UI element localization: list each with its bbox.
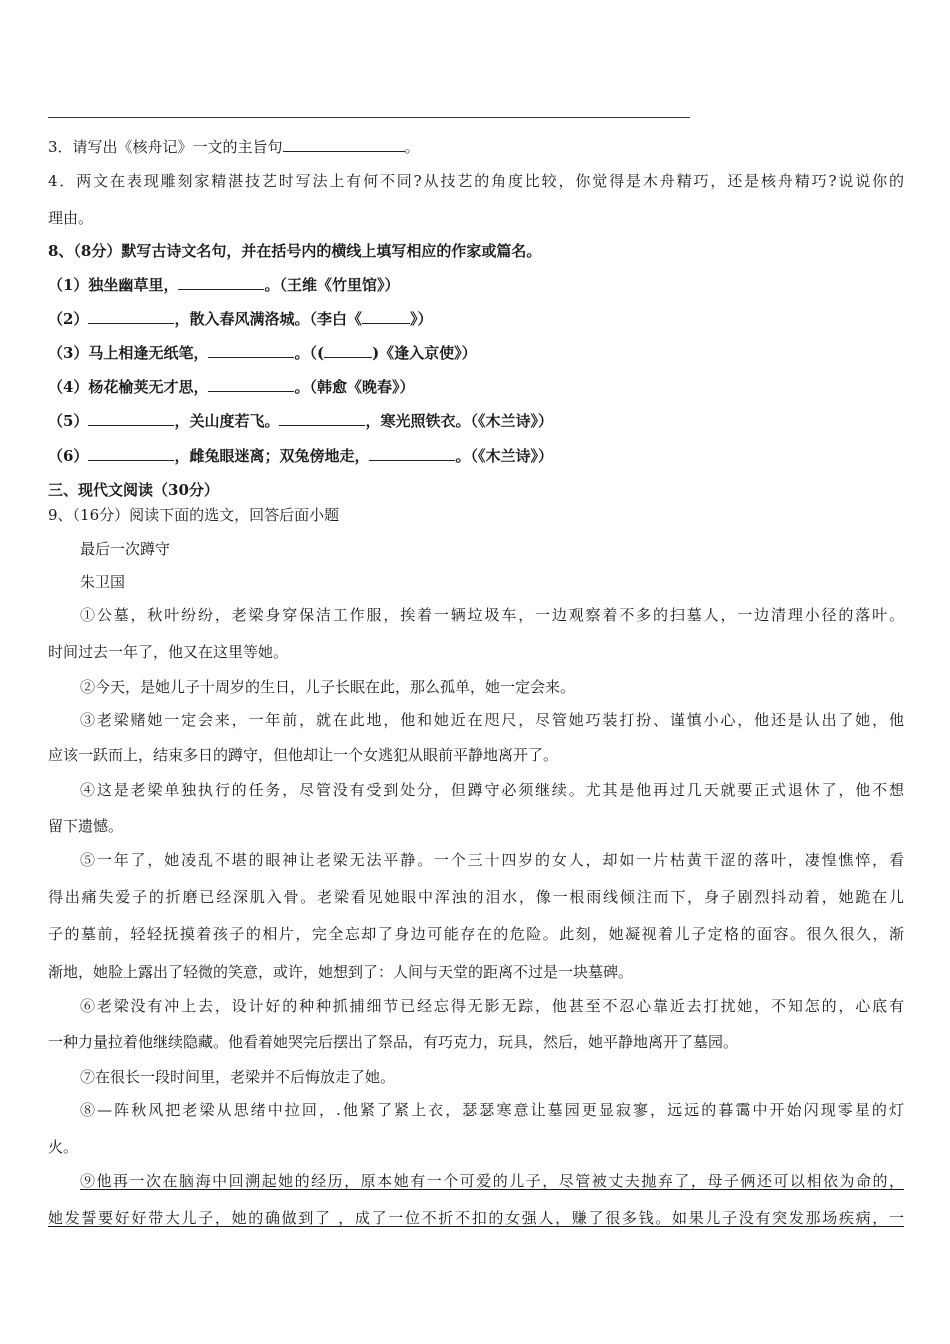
question-9-intro: 9、（16分）阅读下面的选文，回答后面小题 [48,506,340,524]
article-title: 最后一次蹲守 [80,540,171,558]
paragraph-5-line: 得出痛失爱子的折磨已经深肌入骨。老梁看见她眼中浑浊的泪水，像一根雨线倾注而下，身子剧烈抖动着，她跪在儿 [48,888,904,906]
paragraph-6-line: 一种力量拉着他继续隐藏。他看着她哭完后摆出了祭品，有巧克力，玩具，然后，她平静地离开了墓园。 [48,1033,739,1051]
paragraph-4-line: 留下遗憾。 [48,817,124,835]
paragraph-1-line: ①公墓，秋叶纷纷，老梁身穿保洁工作服，挨着一辆垃圾车，一边观察着不多的扫墓人，一边清理小径的落叶。 [80,606,904,624]
paragraph-7-line: ⑦在很长一段时间里，老梁并不后悔放走了她。 [80,1068,396,1086]
paragraph-4-line: ④这是老梁单独执行的任务，尽管没有受到处分，但蹲守必须继续。尤其是他再过几天就要正式退休了，他不想 [80,781,904,799]
author-blank [362,309,410,324]
paragraph-5-line: 子的墓前，轻轻抚摸着孩子的相片，完全忘却了身边可能存在的危险。此刻，她凝视着儿子定格的面容。很久很久，渐 [48,925,904,943]
paragraph-8-line: ⑧—阵秋风把老梁从思绪中拉回，.他紧了紧上衣，瑟瑟寒意让墓园更显寂寥，远远的暮霭中开始闪现零星的灯 [80,1101,904,1119]
poem-item-6: （6） ，雌兔眼迷离；双兔傍地走， 。（《木兰诗》） [48,447,553,465]
section-title: 三、现代文阅读（30分） [48,481,219,499]
author-blank [324,343,372,358]
poem-item-4: （4）杨花榆荚无才思， 。（韩愈《晚春》） [48,378,415,396]
article-author: 朱卫国 [80,573,126,591]
paragraph-5-line: ⑤一年了，她凌乱不堪的眼神让老梁无法平静。一个三十四岁的女人，却如一片枯黄干涩的落叶，凄惶憔悴，看 [80,851,904,869]
answer-blank [279,411,365,426]
question-4-line: 4．两文在表现雕刻家精湛技艺时写法上有何不同?从技艺的角度比较，你觉得是木舟精巧，还是核舟精巧?说说你的 [48,172,904,190]
paragraph-3-line: 应该一跃而上，结束多日的蹲守，但他却让一个女逃犯从眼前平静地离开了。 [48,746,559,764]
question-3: 3．请写出《核舟记》一文的主旨句 。 [48,138,420,156]
poem-item-3: （3）马上相逢无纸笔， 。（( )《逢入京使》） [48,344,477,362]
answer-blank [208,343,294,358]
poem-item-1: （1）独坐幽草里， 。（王维《竹里馆》） [48,276,400,294]
paragraph-9-line: ⑨他再一次在脑海中回溯起她的经历，原本她有一个可爱的儿子，尽管被丈夫抛弃了，母子俩还可以相依为命的， [80,1172,904,1190]
question-8-title: 8、（8分）默写古诗文名句，并在括号内的横线上填写相应的作家或篇名。 [48,242,542,260]
paragraph-8-line: 火。 [48,1138,79,1156]
answer-blank [88,411,174,426]
question-4-line: 理由。 [48,209,94,227]
answer-blank [369,446,455,461]
paragraph-1-line: 时间过去一年了，他又在这里等她。 [48,643,289,661]
answer-blank [88,446,174,461]
paragraph-3-line: ③老梁赌她一定会来，一年前，就在此地，他和她近在咫尺，尽管她巧装打扮、谨慎小心，他还是认出了她，他 [80,711,904,729]
answer-blank [88,309,174,324]
poem-item-2: （2） ，散入春风满洛城。（李白《 》） [48,310,433,328]
answer-blank [178,275,264,290]
answer-blank [283,137,405,152]
paragraph-2-line: ②今天，是她儿子十周岁的生日，儿子长眠在此，那么孤单，她一定会来。 [80,678,576,696]
answer-line [48,117,690,118]
paragraph-9-line: 她发誓要好好带大儿子，她的确做到了 ，成了一位不折不扣的女强人，赚了很多钱。如果儿子没有突发那场疾病，一 [48,1209,904,1227]
paragraph-6-line: ⑥老梁没有冲上去，设计好的种种抓捕细节已经忘得无影无踪，他甚至不忍心靠近去打扰她，不知怎的，心底有 [80,997,904,1015]
paragraph-5-line: 渐地，她脸上露出了轻微的笑意，或许，她想到了：人间与天堂的距离不过是一块墓碑。 [48,963,634,981]
poem-item-5: （5） ，关山度若飞。 ，寒光照铁衣。（《木兰诗》） [48,412,553,430]
answer-blank [208,377,294,392]
